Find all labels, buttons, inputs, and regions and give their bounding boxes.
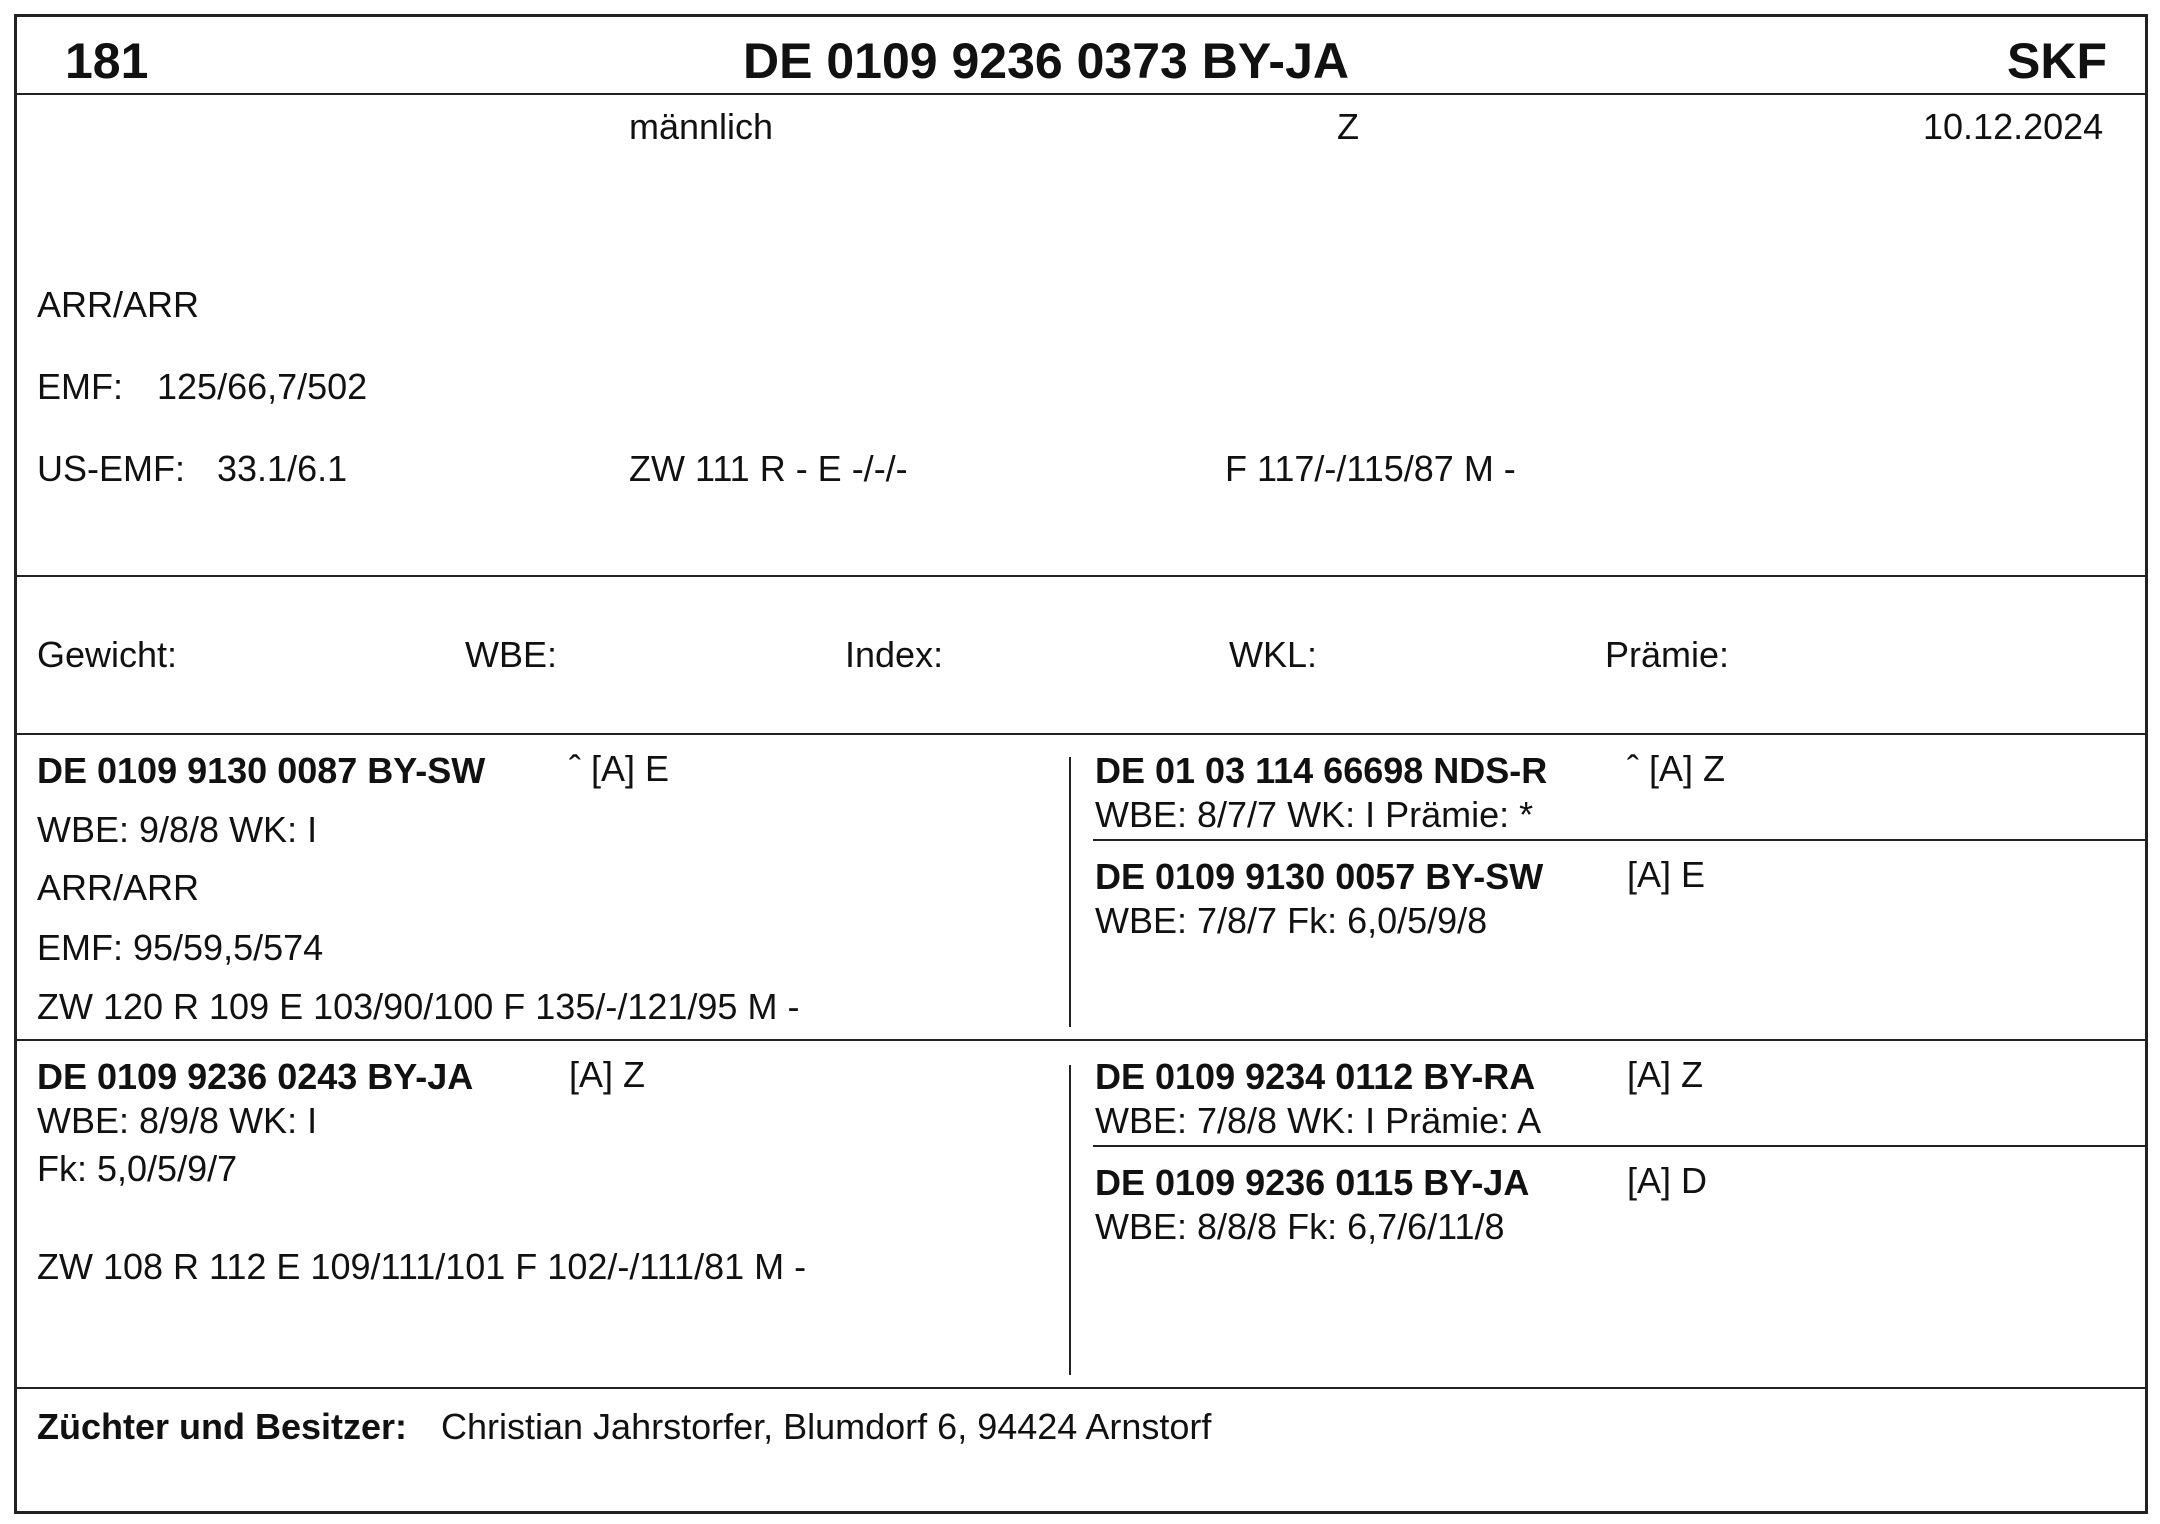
praemie-label: Prämie: bbox=[1605, 634, 1730, 675]
measures-divider bbox=[17, 733, 2145, 735]
sire-dam-wbe: WBE: 7/8/7 Fk: 6,0/5/9/8 bbox=[1095, 900, 1488, 941]
sire-wbe: WBE: 9/8/8 WK: I bbox=[37, 809, 318, 850]
pedigree-card bbox=[14, 14, 2148, 1514]
sire-sire-marks: ˆ [A] Z bbox=[1627, 748, 1725, 789]
header-divider bbox=[17, 93, 2145, 95]
sire-marks: ˆ [A] E bbox=[569, 748, 670, 789]
sire-sire-wbe: WBE: 8/7/7 WK: I Prämie: * bbox=[1095, 794, 1534, 835]
sire-zw: ZW 120 R 109 E 103/90/100 F 135/-/121/95 M - bbox=[37, 986, 800, 1027]
sire-vertical-divider bbox=[1069, 757, 1071, 1027]
sire-registration: DE 0109 9130 0087 BY-SW bbox=[37, 750, 486, 791]
wbe-label: WBE: bbox=[465, 634, 558, 675]
emf-label: EMF: bbox=[37, 366, 123, 407]
sire-parents-divider bbox=[1093, 839, 2145, 841]
breed-code: SKF bbox=[2007, 33, 2107, 89]
dam-parents-divider bbox=[1093, 1145, 2145, 1147]
sire-dam-registration: DE 0109 9130 0057 BY-SW bbox=[1095, 856, 1544, 897]
f-value: F 117/-/115/87 M - bbox=[1225, 448, 1516, 489]
catalog-number: 181 bbox=[65, 33, 149, 89]
us-emf-value: 33.1/6.1 bbox=[217, 448, 348, 489]
dam-fk: Fk: 5,0/5/9/7 bbox=[37, 1148, 238, 1189]
sire-emf: EMF: 95/59,5/574 bbox=[37, 927, 324, 968]
emf-value: 125/66,7/502 bbox=[157, 366, 368, 407]
sex: männlich bbox=[629, 106, 774, 147]
breeder-owner-label: Züchter und Besitzer: bbox=[37, 1406, 408, 1447]
zw-breeding-value: ZW 111 R - E -/-/- bbox=[629, 448, 908, 489]
sire-dam-section-divider bbox=[17, 1039, 2145, 1041]
registration-number: DE 0109 9236 0373 BY-JA bbox=[743, 33, 1349, 89]
dam-zw: ZW 108 R 112 E 109/111/101 F 102/-/111/81 M - bbox=[37, 1246, 807, 1287]
footer-divider bbox=[17, 1387, 2145, 1389]
sire-dam-marks: [A] E bbox=[1627, 854, 1706, 895]
arr-genotype: ARR/ARR bbox=[37, 284, 200, 325]
mark: Z bbox=[1337, 106, 1359, 147]
dam-sire-marks: [A] Z bbox=[1627, 1054, 1704, 1095]
dam-vertical-divider bbox=[1069, 1065, 1071, 1375]
dam-dam-registration: DE 0109 9236 0115 BY-JA bbox=[1095, 1162, 1530, 1203]
us-emf-label: US-EMF: bbox=[37, 448, 185, 489]
dam-marks: [A] Z bbox=[569, 1054, 646, 1095]
dam-wbe: WBE: 8/9/8 WK: I bbox=[37, 1100, 318, 1141]
sire-sire-registration: DE 01 03 114 66698 NDS-R bbox=[1095, 750, 1548, 791]
sire-arr: ARR/ARR bbox=[37, 867, 200, 908]
dam-dam-wbe: WBE: 8/8/8 Fk: 6,7/6/11/8 bbox=[1095, 1206, 1505, 1247]
dam-dam-marks: [A] D bbox=[1627, 1160, 1708, 1201]
dam-sire-wbe: WBE: 7/8/8 WK: I Prämie: A bbox=[1095, 1100, 1542, 1141]
genetics-divider bbox=[17, 575, 2145, 577]
weight-label: Gewicht: bbox=[37, 634, 178, 675]
breeder-owner-value: Christian Jahrstorfer, Blumdorf 6, 94424 Arnstorf bbox=[441, 1406, 1212, 1447]
wkl-label: WKL: bbox=[1229, 634, 1318, 675]
dam-registration: DE 0109 9236 0243 BY-JA bbox=[37, 1056, 474, 1097]
index-label: Index: bbox=[845, 634, 944, 675]
date: 10.12.2024 bbox=[1923, 106, 2104, 147]
dam-sire-registration: DE 0109 9234 0112 BY-RA bbox=[1095, 1056, 1536, 1097]
